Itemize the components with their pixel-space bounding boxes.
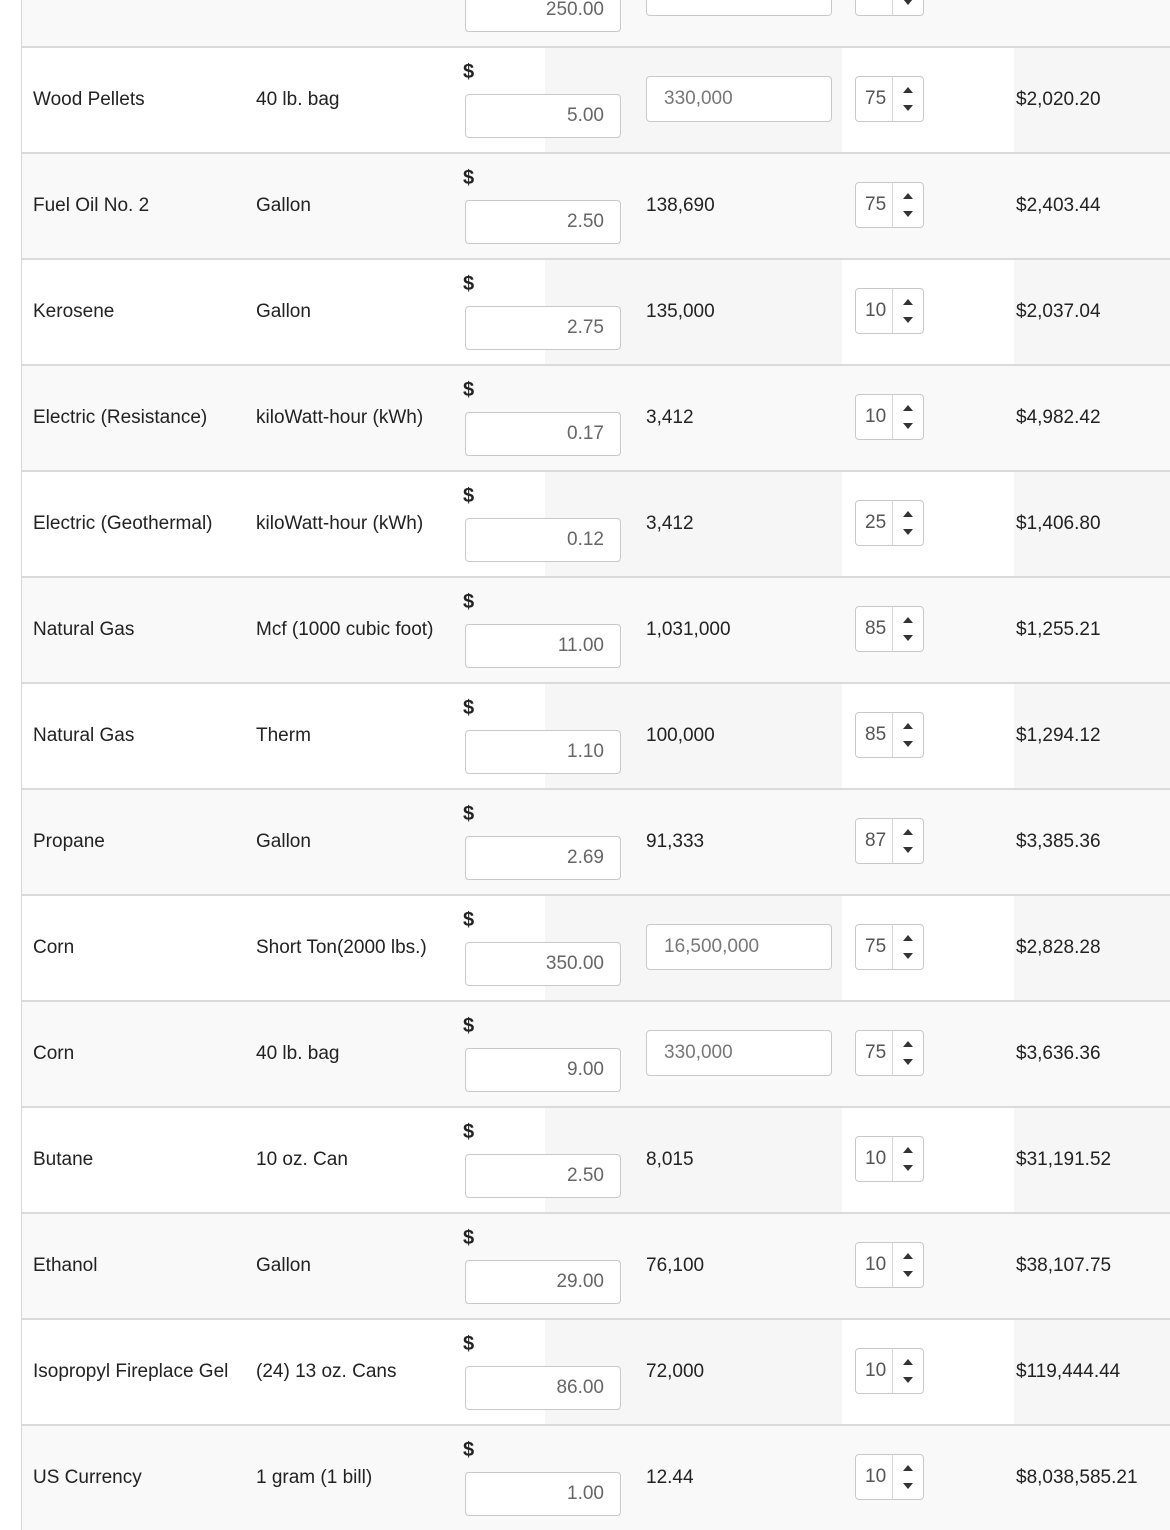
btu-value: 72,000 <box>646 1361 705 1382</box>
caret-down-icon[interactable] <box>903 317 913 323</box>
price-input[interactable] <box>465 94 621 138</box>
efficiency-value: 10 <box>865 1360 887 1381</box>
stepper-buttons <box>892 819 924 863</box>
caret-down-icon[interactable] <box>903 847 913 853</box>
currency-symbol: $ <box>463 61 475 83</box>
btu-value: 3,412 <box>646 513 694 534</box>
fuel-unit: 1 gram (1 bill) <box>256 1467 373 1488</box>
efficiency-stepper[interactable] <box>855 1348 924 1394</box>
currency-symbol: $ <box>463 273 475 295</box>
caret-up-icon[interactable] <box>903 829 913 835</box>
fuel-unit: 40 lb. bag <box>256 89 340 110</box>
fuel-type: Kerosene <box>33 301 115 322</box>
btu-input[interactable] <box>646 0 832 16</box>
price-input[interactable] <box>465 200 621 244</box>
caret-down-icon[interactable] <box>903 1271 913 1277</box>
fuel-type: Corn <box>33 937 75 958</box>
fuel-unit: kiloWatt-hour (kWh) <box>256 407 424 428</box>
fuel-unit: 10 oz. Can <box>256 1149 348 1170</box>
price-input[interactable] <box>465 1260 621 1304</box>
btu-value: 1,031,000 <box>646 619 731 640</box>
currency-symbol: $ <box>463 591 475 613</box>
efficiency-value: 10 <box>865 1148 887 1169</box>
caret-up-icon[interactable] <box>903 1147 913 1153</box>
currency-symbol: $ <box>463 803 475 825</box>
annual-cost: $3,636.36 <box>1016 1043 1101 1064</box>
efficiency-value: 10 <box>865 406 887 427</box>
currency-symbol: $ <box>463 167 475 189</box>
fuel-unit: Mcf (1000 cubic foot) <box>256 619 434 640</box>
table-row <box>22 894 1170 1000</box>
stepper-buttons <box>892 0 924 15</box>
efficiency-stepper[interactable] <box>855 924 924 970</box>
efficiency-stepper[interactable] <box>855 500 924 546</box>
currency-symbol: $ <box>463 1333 475 1355</box>
currency-symbol: $ <box>463 697 475 719</box>
caret-up-icon[interactable] <box>903 723 913 729</box>
efficiency-stepper[interactable] <box>855 1136 924 1182</box>
fuel-type: Butane <box>33 1149 94 1170</box>
btu-input[interactable]: 330,000 <box>646 1030 832 1076</box>
stepper-buttons <box>892 1031 924 1075</box>
stepper-buttons <box>892 1243 924 1287</box>
price-input[interactable] <box>465 518 621 562</box>
stepper-buttons <box>892 289 924 333</box>
table-row <box>22 258 1170 364</box>
currency-symbol: $ <box>463 909 475 931</box>
efficiency-value: 75 <box>865 936 887 957</box>
fuel-unit: kiloWatt-hour (kWh) <box>256 513 424 534</box>
efficiency-stepper[interactable] <box>855 1242 924 1288</box>
table-row <box>22 152 1170 258</box>
btu-value: 12.44 <box>646 1467 694 1488</box>
price-input[interactable] <box>465 1366 621 1410</box>
fuel-unit: (24) 13 oz. Cans <box>256 1361 397 1382</box>
fuel-unit: Therm <box>256 725 311 746</box>
fuel-type: Propane <box>33 831 105 852</box>
fuel-type: US Currency <box>33 1467 142 1488</box>
annual-cost: $4,982.42 <box>1016 407 1101 428</box>
btu-value: 76,100 <box>646 1255 705 1276</box>
btu-value: 135,000 <box>646 301 715 322</box>
caret-up-icon[interactable] <box>903 511 913 517</box>
table-row <box>22 682 1170 788</box>
annual-cost: $1,406.80 <box>1016 513 1101 534</box>
caret-up-icon[interactable] <box>903 405 913 411</box>
caret-down-icon[interactable] <box>903 529 913 535</box>
stepper-buttons <box>892 1455 924 1499</box>
stepper-buttons <box>892 501 924 545</box>
fuel-type: Corn <box>33 1043 75 1064</box>
btu-value: 3,412 <box>646 407 694 428</box>
efficiency-stepper[interactable] <box>855 182 924 228</box>
table-row <box>22 788 1170 894</box>
table-row <box>22 364 1170 470</box>
table-row <box>22 1318 1170 1424</box>
annual-cost: $38,107.75 <box>1016 1255 1112 1276</box>
annual-cost: $2,020.20 <box>1016 89 1101 110</box>
btu-value: 8,015 <box>646 1149 694 1170</box>
price-input[interactable] <box>465 942 621 986</box>
efficiency-stepper[interactable] <box>855 0 924 16</box>
caret-down-icon[interactable] <box>903 741 913 747</box>
stepper-buttons <box>892 713 924 757</box>
btu-value: 91,333 <box>646 831 705 852</box>
price-input[interactable] <box>465 0 621 32</box>
price-input[interactable] <box>465 730 621 774</box>
fuel-type: Electric (Geothermal) <box>33 513 213 534</box>
caret-down-icon[interactable] <box>903 1059 913 1065</box>
caret-down-icon[interactable] <box>903 635 913 641</box>
stepper-buttons <box>892 607 924 651</box>
fuel-type: Ethanol <box>33 1255 98 1276</box>
efficiency-stepper[interactable] <box>855 712 924 758</box>
efficiency-value: 85 <box>865 618 887 639</box>
caret-down-icon[interactable] <box>903 953 913 959</box>
price-input[interactable] <box>465 1048 621 1092</box>
efficiency-value: 75 <box>865 1042 887 1063</box>
annual-cost: $8,038,585.21 <box>1016 1467 1138 1488</box>
fuel-type: Wood Pellets <box>33 89 145 110</box>
btu-value: 100,000 <box>646 725 715 746</box>
table-row <box>22 1212 1170 1318</box>
price-input[interactable] <box>465 1472 621 1516</box>
efficiency-value: 85 <box>865 724 887 745</box>
annual-cost: $1,255.21 <box>1016 619 1101 640</box>
table-row <box>22 46 1170 152</box>
efficiency-value: 25 <box>865 512 887 533</box>
btu-input[interactable]: 16,500,000 <box>646 924 832 970</box>
price-input[interactable] <box>465 412 621 456</box>
table-row <box>22 576 1170 682</box>
table-row <box>22 1000 1170 1106</box>
price-input[interactable] <box>465 1154 621 1198</box>
caret-down-icon[interactable] <box>903 211 913 217</box>
currency-symbol: $ <box>463 1227 475 1249</box>
caret-up-icon[interactable] <box>903 193 913 199</box>
currency-symbol: $ <box>463 1015 475 1037</box>
caret-up-icon[interactable] <box>903 1359 913 1365</box>
caret-up-icon[interactable] <box>903 87 913 93</box>
fuel-unit: Gallon <box>256 1255 311 1276</box>
fuel-type: Fuel Oil No. 2 <box>33 195 150 216</box>
caret-down-icon[interactable] <box>903 1377 913 1383</box>
efficiency-value: 75 <box>865 194 887 215</box>
fuel-type: Isopropyl Fireplace Gel <box>33 1361 229 1382</box>
stepper-buttons <box>892 1349 924 1393</box>
caret-up-icon[interactable] <box>903 1465 913 1471</box>
annual-cost: $31,191.52 <box>1016 1149 1112 1170</box>
caret-down-icon[interactable] <box>903 105 913 111</box>
currency-symbol: $ <box>463 1121 475 1143</box>
annual-cost: $2,037.04 <box>1016 301 1101 322</box>
fuel-type: Electric (Resistance) <box>33 407 208 428</box>
price-input[interactable] <box>465 836 621 880</box>
efficiency-stepper[interactable] <box>855 818 924 864</box>
annual-cost: $2,403.44 <box>1016 195 1101 216</box>
caret-up-icon[interactable] <box>903 1041 913 1047</box>
fuel-unit: Gallon <box>256 195 311 216</box>
annual-cost: $119,444.44 <box>1016 1361 1121 1382</box>
caret-down-icon[interactable] <box>903 1165 913 1171</box>
caret-up-icon[interactable] <box>903 1253 913 1259</box>
stepper-buttons <box>892 925 924 969</box>
caret-up-icon[interactable] <box>903 935 913 941</box>
price-input[interactable] <box>465 624 621 668</box>
efficiency-stepper[interactable] <box>855 606 924 652</box>
fuel-type: Natural Gas <box>33 725 135 746</box>
table-row <box>22 1106 1170 1212</box>
price-input[interactable] <box>465 306 621 350</box>
efficiency-value: 10 <box>865 300 887 321</box>
annual-cost: $3,385.36 <box>1016 831 1101 852</box>
annual-cost: $1,294.12 <box>1016 725 1101 746</box>
fuel-cost-table <box>21 0 1170 1530</box>
efficiency-value: 10 <box>865 1254 887 1275</box>
fuel-unit: 40 lb. bag <box>256 1043 340 1064</box>
caret-up-icon[interactable] <box>903 299 913 305</box>
efficiency-value: 10 <box>865 1466 887 1487</box>
efficiency-stepper[interactable] <box>855 1454 924 1500</box>
caret-down-icon[interactable] <box>903 0 913 5</box>
stepper-buttons <box>892 395 924 439</box>
fuel-unit: Gallon <box>256 301 311 322</box>
table-row <box>22 470 1170 576</box>
efficiency-value: 75 <box>865 88 887 109</box>
efficiency-stepper[interactable] <box>855 288 924 334</box>
stepper-buttons <box>892 1137 924 1181</box>
efficiency-value: 87 <box>865 830 887 851</box>
caret-down-icon[interactable] <box>903 423 913 429</box>
caret-up-icon[interactable] <box>903 617 913 623</box>
btu-input[interactable]: 330,000 <box>646 76 832 122</box>
fuel-type: Natural Gas <box>33 619 135 640</box>
stepper-buttons <box>892 77 924 121</box>
fuel-unit: Short Ton(2000 lbs.) <box>256 937 427 958</box>
efficiency-stepper[interactable] <box>855 1030 924 1076</box>
btu-value: 138,690 <box>646 195 715 216</box>
stepper-buttons <box>892 183 924 227</box>
fuel-unit: Gallon <box>256 831 311 852</box>
table-row <box>22 0 1170 46</box>
table-row <box>22 1424 1170 1530</box>
efficiency-stepper[interactable] <box>855 76 924 122</box>
currency-symbol: $ <box>463 1439 475 1461</box>
currency-symbol: $ <box>463 485 475 507</box>
annual-cost: $2,828.28 <box>1016 937 1101 958</box>
currency-symbol: $ <box>463 379 475 401</box>
efficiency-stepper[interactable] <box>855 394 924 440</box>
caret-down-icon[interactable] <box>903 1483 913 1489</box>
